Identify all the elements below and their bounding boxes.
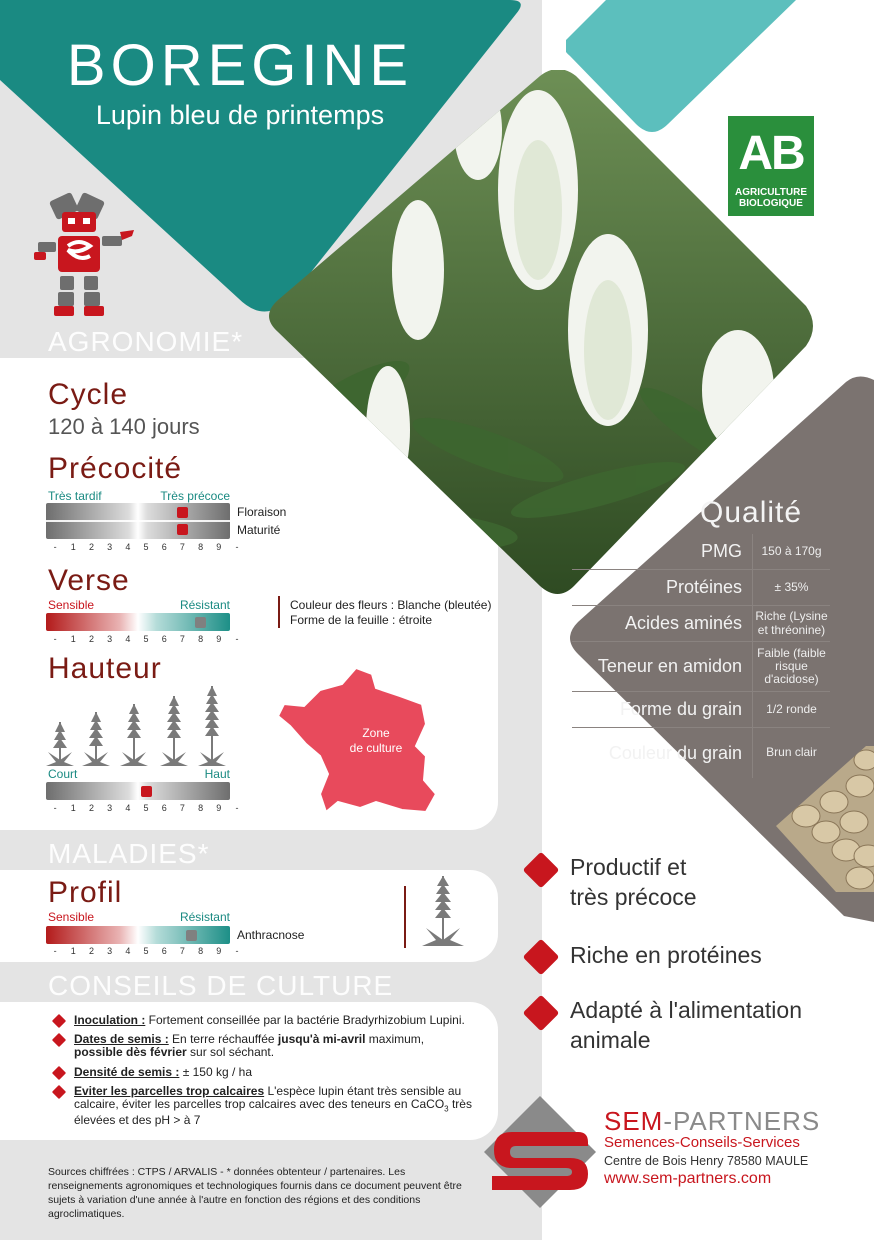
sem-partners-logo-icon: [482, 1094, 598, 1212]
page-title: BOREGINE: [66, 33, 414, 98]
ab-logo: [728, 116, 814, 216]
profil-scale: [46, 926, 230, 944]
verse-right-label: Résistant: [179, 598, 230, 612]
company-name-partners: -PARTNERS: [663, 1106, 821, 1136]
verse-title: Verse: [48, 564, 130, 597]
precocite-right-label: Très précoce: [160, 489, 230, 503]
sources-note: Sources chiffrées : CTPS / ARVALIS - * données obtenteur / partenaires. Les renseignements agronomiques et technologiques fournis dans ce document peuvent être sujets à variation d'une année à l'autre en fonction des régions et des conditions agroclimatiques.: [48, 1166, 462, 1220]
precocite-scale: [46, 503, 230, 539]
qualite-row-proteines: Protéines ± 35%: [572, 570, 830, 606]
floraison-label: Floraison: [237, 505, 287, 519]
flower-color-note: Couleur des fleurs : Blanche (bleutée): [290, 598, 492, 612]
company-address: Centre de Bois Henry 78580 MAULE: [604, 1154, 809, 1168]
conseil-bullet-icon: [52, 1065, 66, 1079]
conseil-bullet-icon: [52, 1085, 66, 1099]
lupin-plant-icon: [420, 876, 466, 952]
qualite-title: Qualité: [700, 496, 803, 529]
qualite-row-amidon: Teneur en amidon Faible (faible risque d'acidose): [572, 642, 830, 692]
conseil-item-dates: Dates de semis : En terre réchauffée jusqu'à mi-avril maximum, possible dès février sur sol séchant.: [52, 1033, 472, 1059]
maturite-label: Maturité: [237, 523, 281, 537]
plant-height-icons: [44, 684, 234, 770]
floraison-marker: [177, 507, 188, 518]
qualite-row-acides: Acides aminés Riche (Lysine et thréonine): [572, 606, 830, 642]
map-label: Zone de culture: [349, 726, 403, 755]
section-title-conseils: CONSEILS DE CULTURE: [48, 970, 394, 1001]
cycle-value: 120 à 140 jours: [48, 414, 200, 439]
conseil-bullet-icon: [52, 1033, 66, 1047]
robot-mascot-icon: [32, 192, 136, 318]
qualite-row-couleur: Couleur du grain Brun clair: [572, 728, 830, 778]
precocite-title: Précocité: [48, 452, 183, 485]
verse-notes: [290, 598, 491, 628]
company-website-link[interactable]: www.sem-partners.com: [604, 1170, 772, 1187]
page-subtitle: Lupin bleu de printemps: [95, 99, 385, 130]
verse-left-label: Sensible: [48, 598, 95, 612]
section-title-maladies: MALADIES*: [48, 838, 210, 869]
profil-title: Profil: [48, 876, 123, 909]
hauteur-ticks: - 1 2 3 4 5 6 7 8 9 -: [53, 803, 239, 813]
conseil-item-inoculation: Inoculation : Fortement conseillée par la bactérie Bradyrhizobium Lupini.: [52, 1014, 472, 1027]
precocite-ticks: - 1 2 3 4 5 6 7 8 9 -: [53, 542, 239, 552]
qualite-table: [572, 534, 830, 778]
grain-photo: [776, 746, 874, 892]
conseil-item-calcaire: Eviter les parcelles trop calcaires L'espèce lupin étant très sensible au calcaire, éviter les parcelles trop calcaires avec des teneurs en CaCO$_3$ très élevées et des pH > à 7: [52, 1085, 472, 1128]
ab-line1: AGRICULTURE: [734, 187, 808, 198]
conseil-item-densite: Densité de semis : ± 150 kg / ha: [52, 1066, 472, 1079]
section-title-agronomie: AGRONOMIE*: [48, 326, 244, 357]
company-name: [604, 1108, 820, 1134]
ab-letters: AB: [738, 127, 804, 180]
verse-marker: [195, 617, 206, 628]
leaf-shape-note: Forme de la feuille : étroite: [290, 613, 433, 627]
conseils-list: [52, 1014, 472, 1127]
ab-line2: BIOLOGIQUE: [739, 198, 803, 209]
verse-note-divider: [278, 596, 280, 628]
hauteur-scale: [46, 782, 230, 800]
benefit-2: Riche en protéines: [570, 942, 762, 968]
benefit-3: Adapté à l'alimentation animale: [570, 997, 802, 1053]
anthracnose-marker: [186, 930, 197, 941]
profil-left-label: Sensible: [48, 910, 95, 924]
verse-ticks: - 1 2 3 4 5 6 7 8 9 -: [53, 634, 239, 644]
conseil-bullet-icon: [52, 1014, 66, 1028]
benefit-1: Productif et très précoce: [570, 854, 697, 910]
hauteur-left-label: Court: [48, 767, 78, 781]
company-tagline: Semences-Conseils-Services: [604, 1134, 800, 1151]
profil-divider: [404, 886, 406, 948]
company-name-sem: SEM: [604, 1106, 664, 1136]
maturite-marker: [177, 524, 188, 535]
qualite-row-forme: Forme du grain 1/2 ronde: [572, 692, 830, 728]
profil-ticks: - 1 2 3 4 5 6 7 8 9 -: [53, 946, 239, 956]
hauteur-marker: [141, 786, 152, 797]
hauteur-right-label: Haut: [204, 767, 230, 781]
profil-right-label: Résistant: [179, 910, 230, 924]
precocite-left-label: Très tardif: [48, 489, 102, 503]
anthracnose-label: Anthracnose: [237, 928, 305, 942]
cycle-title: Cycle: [48, 378, 129, 411]
hauteur-title: Hauteur: [48, 652, 162, 685]
qualite-row-pmg: PMG 150 à 170g: [572, 534, 830, 570]
